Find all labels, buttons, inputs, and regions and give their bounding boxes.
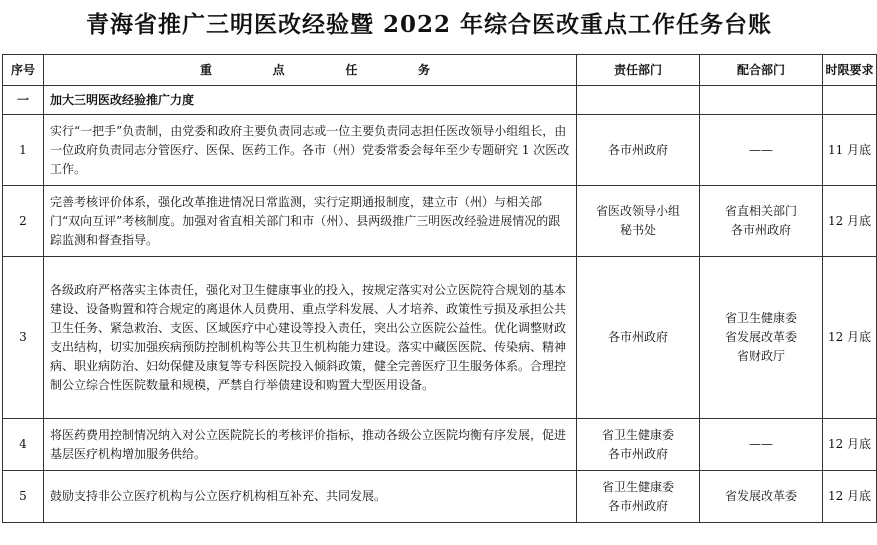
table-row: [3, 419, 877, 471]
row-deadline: 12 月底: [823, 257, 877, 419]
row-cooperating: 省卫生健康委 省发展改革委 省财政厅: [700, 257, 823, 419]
row-task: 实行“一把手”负责制，由党委和政府主要负责同志或一位主要负责同志担任医改领导小组组长，由一位政府负责同志分管医疗、医保、医药工作。各市（州）党委常委会每年至少专题研究 1 次医改工作。: [44, 115, 577, 186]
header-responsible: 责任部门: [577, 55, 700, 86]
row-deadline: 12 月底: [823, 471, 877, 523]
header-task: [44, 55, 577, 86]
row-cooperating: 省发展改革委: [700, 471, 823, 523]
document-title: 青海省推广三明医改经验暨 2022 年综合医改重点工作任务台账: [85, 11, 773, 38]
section-row: [3, 86, 877, 115]
header-task-char: 点: [272, 62, 285, 77]
row-responsible: 各市州政府: [577, 115, 700, 186]
table-row: [3, 471, 877, 523]
header-task-char: 重: [200, 62, 213, 77]
row-responsible: 各市州政府: [577, 257, 700, 419]
header-row: [3, 55, 877, 86]
row-cooperating: ——: [700, 419, 823, 471]
row-cooperating: ——: [700, 115, 823, 186]
row-task: 各级政府严格落实主体责任，强化对卫生健康事业的投入，按规定落实对公立医院符合规划的基本建设、设备购置和符合规定的离退休人员费用、重点学科发展、人才培养、政策性亏损及承担公共卫生任务、紧急救治、支医、区域医疗中心建设等投入责任，突出公立医院公益性。优化调整财政支出结构，切实加强疾病预防控制机构等公共卫生机构能力建设。落实中藏医医院、传染病、精神病、职业病防治、妇幼保健及康复等专科医院投入倾斜政策，健全完善医疗卫生服务体系。合理控制公立综合性医院数量和规模，严禁自行举债建设和购置大型医用设备。: [44, 257, 577, 419]
header-deadline: 时限要求: [823, 55, 877, 86]
table-row: [3, 186, 877, 257]
row-index: 4: [3, 419, 44, 471]
table-row: [3, 115, 877, 186]
row-deadline: 12 月底: [823, 186, 877, 257]
section-title: 加大三明医改经验推广力度: [44, 86, 577, 115]
table-row: [3, 257, 877, 419]
row-responsible: 省医改领导小组 秘书处: [577, 186, 700, 257]
section-index: 一: [3, 86, 44, 115]
row-index: 3: [3, 257, 44, 419]
row-deadline: 11 月底: [823, 115, 877, 186]
row-deadline: 12 月底: [823, 419, 877, 471]
task-ledger-table: [2, 54, 877, 523]
header-index: 序号: [3, 55, 44, 86]
row-responsible: 省卫生健康委 各市州政府: [577, 471, 700, 523]
row-task: 将医药费用控制情况纳入对公立医院院长的考核评价指标，推动各级公立医院均衡有序发展，促进基层医疗机构增加服务供给。: [44, 419, 577, 471]
header-task-char: 任: [345, 62, 358, 77]
row-cooperating: 省直相关部门 各市州政府: [700, 186, 823, 257]
row-index: 1: [3, 115, 44, 186]
row-responsible: 省卫生健康委 各市州政府: [577, 419, 700, 471]
row-index: 5: [3, 471, 44, 523]
header-cooperating: 配合部门: [700, 55, 823, 86]
row-index: 2: [3, 186, 44, 257]
header-task-char: 务: [417, 62, 430, 77]
row-task: 完善考核评价体系，强化改革推进情况日常监测，实行定期通报制度，建立市（州）与相关部门“双向互评”考核制度。加强对省直相关部门和市（州）、县两级推广三明医改经验进展情况的跟踪监测和督查指导。: [44, 186, 577, 257]
row-task: 鼓励支持非公立医疗机构与公立医疗机构相互补充、共同发展。: [44, 471, 577, 523]
